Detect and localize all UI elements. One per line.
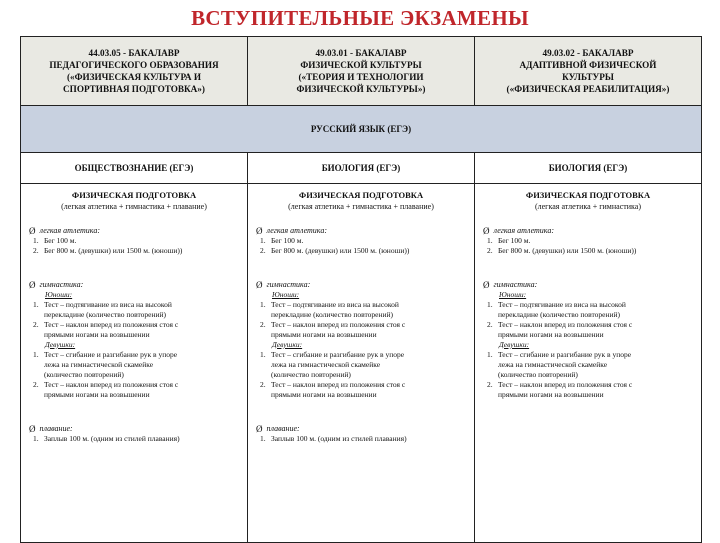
arrow-bullet-icon: Ø xyxy=(29,226,36,236)
item-line: лежа на гимнастической скамейке xyxy=(271,360,381,369)
boys-label: Юноши: xyxy=(499,290,527,299)
list-item: Бег 100 м. xyxy=(498,236,531,245)
item-number: 2. xyxy=(33,320,39,329)
athletics-section xyxy=(256,226,466,256)
boys-label: Юноши: xyxy=(45,290,73,299)
section-heading: легкая атлетика: xyxy=(39,226,101,235)
program-profile: («ТЕОРИЯ И ТЕХНОЛОГИИ xyxy=(298,72,424,82)
arrow-bullet-icon: Ø xyxy=(29,280,36,290)
item-line: Тест – наклон вперед из положения стоя с xyxy=(498,380,633,389)
section-heading: гимнастика: xyxy=(39,280,84,289)
list-item xyxy=(498,300,693,320)
gymnastics-section xyxy=(483,280,693,400)
item-line: (количество повторений) xyxy=(271,370,351,379)
item-number: 2. xyxy=(33,380,39,389)
item-number: 2. xyxy=(260,380,266,389)
item-line: перекладине (количество повторений) xyxy=(271,310,394,319)
item-line: Тест – сгибание и разгибание рук в упоре xyxy=(498,350,632,359)
program-cell-1 xyxy=(21,37,248,105)
item-line: Тест – наклон вперед из положения стоя с xyxy=(44,380,179,389)
program-cell-3 xyxy=(475,37,701,105)
item-line: Тест – наклон вперед из положения стоя с xyxy=(271,380,406,389)
pt-subtitle: (легкая атлетика + гимнастика) xyxy=(534,202,642,211)
physical-cell-2 xyxy=(248,184,475,542)
program-profile: («ФИЗИЧЕСКАЯ КУЛЬТУРА И xyxy=(66,72,202,82)
swimming-section xyxy=(256,424,466,444)
item-line: Тест – подтягивание из виса на высокой xyxy=(44,300,172,309)
program-cell-2 xyxy=(248,37,475,105)
arrow-bullet-icon: Ø xyxy=(256,424,263,434)
list-item: Бег 800 м. (девушки) или 1500 м. (юноши)) xyxy=(271,246,410,255)
item-number: 2. xyxy=(260,246,266,255)
physical-cell-3 xyxy=(475,184,701,542)
girls-label: Девушки: xyxy=(499,340,530,349)
program-profile: ФИЗИЧЕСКОЙ КУЛЬТУРЫ») xyxy=(296,84,426,94)
item-number: 1. xyxy=(33,350,39,359)
item-number: 1. xyxy=(260,236,266,245)
girls-label: Девушки: xyxy=(45,340,76,349)
item-line: (количество повторений) xyxy=(44,370,124,379)
program-code: 49.03.02 - БАКАЛАВР xyxy=(542,48,634,58)
item-number: 2. xyxy=(487,246,493,255)
item-line: Тест – подтягивание из виса на высокой xyxy=(498,300,626,309)
list-item: Заплыв 100 м. (одним из стилей плавания) xyxy=(271,434,407,443)
list-item: Заплыв 100 м. (одним из стилей плавания) xyxy=(44,434,180,443)
item-line: лежа на гимнастической скамейке xyxy=(498,360,608,369)
list-item xyxy=(271,380,466,400)
item-line: Тест – наклон вперед из положения стоя с xyxy=(271,320,406,329)
athletics-section xyxy=(483,226,693,256)
item-line: Тест – подтягивание из виса на высокой xyxy=(271,300,399,309)
item-line: (количество повторений) xyxy=(498,370,578,379)
athletics-section xyxy=(29,226,239,256)
item-number: 2. xyxy=(33,246,39,255)
section-heading: легкая атлетика: xyxy=(493,226,555,235)
list-item xyxy=(44,300,239,320)
list-item: Бег 100 м. xyxy=(44,236,77,245)
list-item xyxy=(271,300,466,320)
item-line: лежа на гимнастической скамейке xyxy=(44,360,154,369)
list-item xyxy=(44,380,239,400)
pt-subtitle: (легкая атлетика + гимнастика + плавание) xyxy=(61,202,207,211)
item-line: Тест – сгибание и разгибание рук в упоре xyxy=(271,350,405,359)
list-item xyxy=(44,350,239,380)
list-item: Бег 800 м. (девушки) или 1500 м. (юноши)) xyxy=(498,246,637,255)
program-name: КУЛЬТУРЫ xyxy=(562,72,614,82)
programs-row xyxy=(21,37,701,106)
item-number: 2. xyxy=(487,320,493,329)
page-title: ВСТУПИТЕЛЬНЫЕ ЭКЗАМЕНЫ xyxy=(191,6,529,30)
list-item: Бег 800 м. (девушки) или 1500 м. (юноши)) xyxy=(44,246,183,255)
item-number: 2. xyxy=(487,380,493,389)
pt-subtitle: (легкая атлетика + гимнастика + плавание) xyxy=(288,202,434,211)
section-heading: легкая атлетика: xyxy=(266,226,328,235)
arrow-bullet-icon: Ø xyxy=(256,226,263,236)
program-code: 44.03.05 - БАКАЛАВР xyxy=(88,48,180,58)
physical-cell-1 xyxy=(21,184,248,542)
item-number: 1. xyxy=(260,350,266,359)
list-item xyxy=(498,320,693,340)
pt-title: ФИЗИЧЕСКАЯ ПОДГОТОВКА xyxy=(298,190,424,200)
item-number: 1. xyxy=(487,300,493,309)
subjects-row xyxy=(21,153,701,184)
section-heading: плавание: xyxy=(266,424,300,433)
program-profile: СПОРТИВНАЯ ПОДГОТОВКА») xyxy=(63,84,205,94)
pt-title: ФИЗИЧЕСКАЯ ПОДГОТОВКА xyxy=(71,190,197,200)
item-number: 2. xyxy=(260,320,266,329)
arrow-bullet-icon: Ø xyxy=(256,280,263,290)
item-number: 1. xyxy=(33,236,39,245)
girls-label: Девушки: xyxy=(272,340,303,349)
item-line: Тест – наклон вперед из положения стоя с xyxy=(498,320,633,329)
subject-cell: БИОЛОГИЯ (ЕГЭ) xyxy=(248,153,475,183)
item-number: 1. xyxy=(487,350,493,359)
item-line: прямыми ногами на возвышении xyxy=(44,390,150,399)
section-heading: плавание: xyxy=(39,424,73,433)
pt-title: ФИЗИЧЕСКАЯ ПОДГОТОВКА xyxy=(525,190,651,200)
section-heading: гимнастика: xyxy=(266,280,311,289)
list-item xyxy=(498,350,693,380)
gymnastics-section xyxy=(29,280,239,400)
program-name: АДАПТИВНОЙ ФИЗИЧЕСКОЙ xyxy=(519,60,657,70)
subject-cell: ОБЩЕСТВОЗНАНИЕ (ЕГЭ) xyxy=(21,153,248,183)
item-number: 1. xyxy=(487,236,493,245)
item-number: 1. xyxy=(33,434,39,443)
list-item xyxy=(44,320,239,340)
swimming-section xyxy=(29,424,239,444)
item-line: перекладине (количество повторений) xyxy=(498,310,621,319)
arrow-bullet-icon: Ø xyxy=(483,280,490,290)
item-line: прямыми ногами на возвышении xyxy=(271,390,377,399)
item-line: прямыми ногами на возвышении xyxy=(271,330,377,339)
item-number: 1. xyxy=(260,434,266,443)
section-heading: гимнастика: xyxy=(493,280,538,289)
exams-table xyxy=(20,36,702,543)
item-number: 1. xyxy=(260,300,266,309)
item-number: 1. xyxy=(33,300,39,309)
list-item xyxy=(271,320,466,340)
program-name: ФИЗИЧЕСКОЙ КУЛЬТУРЫ xyxy=(300,60,422,70)
arrow-bullet-icon: Ø xyxy=(29,424,36,434)
item-line: перекладине (количество повторений) xyxy=(44,310,167,319)
program-code: 49.03.01 - БАКАЛАВР xyxy=(315,48,407,58)
item-line: Тест – наклон вперед из положения стоя с xyxy=(44,320,179,329)
item-line: прямыми ногами на возвышении xyxy=(498,390,604,399)
list-item xyxy=(271,350,466,380)
item-line: прямыми ногами на возвышении xyxy=(498,330,604,339)
arrow-bullet-icon: Ø xyxy=(483,226,490,236)
physical-row xyxy=(21,184,701,542)
subject-cell: БИОЛОГИЯ (ЕГЭ) xyxy=(548,163,628,173)
list-item: Бег 100 м. xyxy=(271,236,304,245)
item-line: Тест – сгибание и разгибание рук в упоре xyxy=(44,350,178,359)
gymnastics-section xyxy=(256,280,466,400)
list-item xyxy=(498,380,693,400)
boys-label: Юноши: xyxy=(272,290,300,299)
program-profile: («ФИЗИЧЕСКАЯ РЕАБИЛИТАЦИЯ») xyxy=(506,84,670,94)
russian-exam: РУССКИЙ ЯЗЫК (ЕГЭ) xyxy=(310,124,412,134)
russian-row xyxy=(21,106,701,153)
item-line: прямыми ногами на возвышении xyxy=(44,330,150,339)
program-name: ПЕДАГОГИЧЕСКОГО ОБРАЗОВАНИЯ xyxy=(49,60,219,70)
